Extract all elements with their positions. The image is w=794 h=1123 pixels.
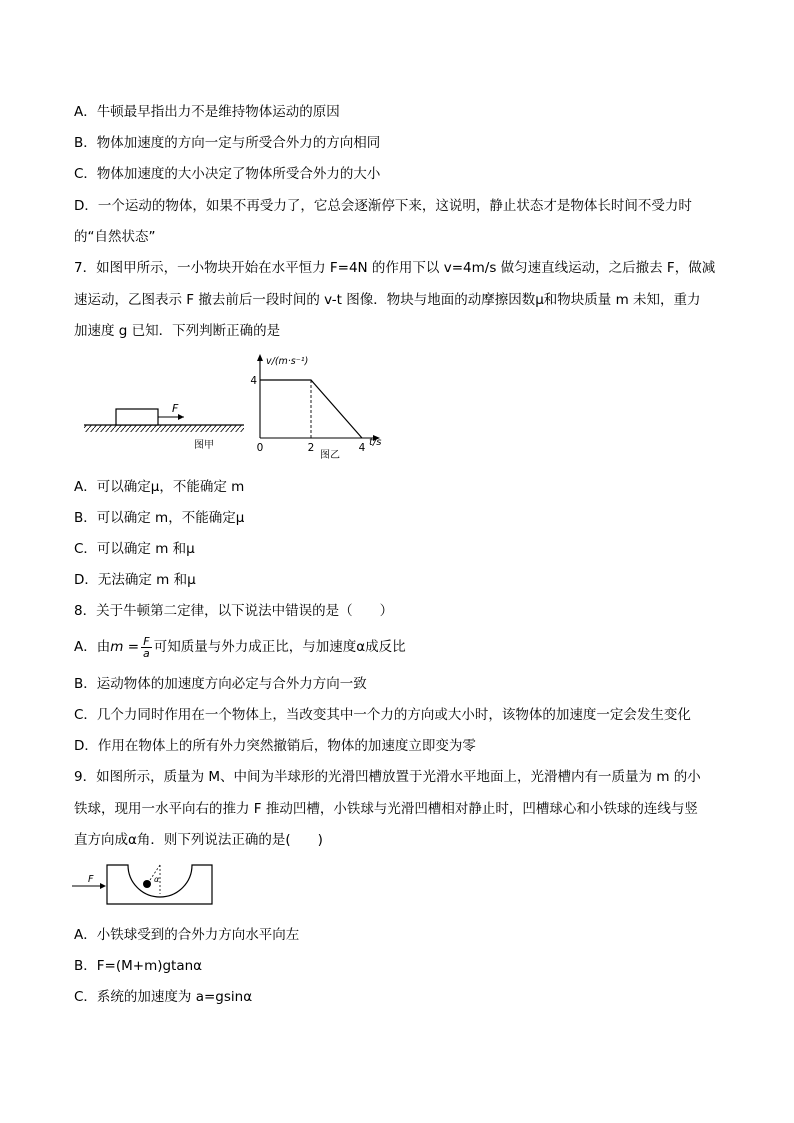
groove-block — [107, 865, 212, 904]
q9-stem-line-2: 铁球，现用一水平向右的推力 F 推动凹槽，小铁球与光滑凹槽相对静止时，凹槽球心和小铁球的连线与竖 — [74, 801, 698, 817]
x-axis-label: t/s — [369, 437, 382, 448]
q9-figure-groove — [72, 862, 222, 908]
velocity-series-line — [260, 380, 362, 438]
force-label: F — [172, 402, 179, 415]
q7-option-b: B．可以确定 m，不能确定μ — [74, 510, 245, 526]
q8-option-a-suffix: 可知质量与外力成正比，与加速度α成反比 — [153, 639, 406, 655]
q6-option-d: D．一个运动的物体，如果不再受力了，它总会逐渐停下来，这说明，静止状态才是物体长时间不受力时 — [74, 198, 692, 214]
q8-option-d: D．作用在物体上的所有外力突然撤销后，物体的加速度立即变为零 — [74, 738, 476, 754]
q7-stem-line-3: 加速度 g 已知．下列判断正确的是 — [74, 323, 281, 339]
q8-option-a-fraction — [141, 636, 152, 659]
ground-hatch — [84, 425, 244, 432]
block — [116, 409, 158, 425]
y-axis-arrow — [257, 354, 263, 361]
q7-stem-line-1: 7．如图甲所示，一小物块开始在水平恒力 F=4N 的作用下以 v=4m/s 做匀速直线运动，之后撤去 F，做减 — [74, 260, 716, 276]
angle-label: α — [154, 875, 160, 884]
q7-figure-vt-graph — [248, 352, 398, 462]
q8-option-a — [74, 634, 406, 660]
q8-option-c: C．几个力同时作用在一个物体上，当改变其中一个力的方向或大小时，该物体的加速度一定会发生变化 — [74, 707, 691, 723]
q8-option-b: B．运动物体的加速度方向必定与合外力方向一致 — [74, 676, 367, 692]
q9-option-a: A．小铁球受到的合外力方向水平向左 — [74, 927, 300, 943]
y-axis-label: v/(m·s⁻¹) — [266, 356, 309, 367]
q7-figure-block-on-ground — [84, 398, 249, 454]
q6-option-d-continued: 的“自然状态” — [74, 229, 156, 245]
iron-ball — [143, 880, 151, 888]
q7-option-d: D．无法确定 m 和μ — [74, 572, 196, 588]
q7-option-a: A．可以确定μ，不能确定 m — [74, 479, 245, 495]
fraction-denominator: a — [143, 646, 150, 660]
x-tick-label-0: 0 — [256, 442, 264, 454]
y-tick-label: 4 — [250, 375, 257, 387]
q7-stem-line-2: 速运动，乙图表示 F 撤去前后一段时间的 v-t 图像．物块与地面的动摩擦因数μ和物块质量 m 未知，重力 — [74, 292, 701, 308]
q7-option-c: C．可以确定 m 和μ — [74, 541, 195, 557]
q8-stem: 8．关于牛顿第二定律，以下说法中错误的是（ ） — [74, 603, 394, 619]
q6-option-a: A．牛顿最早指出力不是维持物体运动的原因 — [74, 104, 340, 120]
x-tick-label-2: 2 — [307, 442, 315, 454]
fraction-numerator: F — [143, 634, 150, 648]
x-tick-label-4: 4 — [358, 442, 366, 454]
figure-caption-jia: 图甲 — [194, 440, 214, 451]
q6-option-c: C．物体加速度的大小决定了物体所受合外力的大小 — [74, 166, 381, 182]
q9-option-c: C．系统的加速度为 a=gsinα — [74, 989, 253, 1005]
q8-option-a-lhs: m = — [110, 639, 140, 655]
push-force-label: F — [88, 874, 94, 885]
q6-option-b: B．物体加速度的方向一定与所受合外力的方向相同 — [74, 135, 381, 151]
q8-option-a-prefix: A．由 — [74, 639, 111, 655]
q9-option-b: B．F=(M+m)gtanα — [74, 958, 203, 974]
q9-stem-line-1: 9．如图所示，质量为 M、中间为半球形的光滑凹槽放置于光滑水平地面上，光滑槽内有一质量为 m 的小 — [74, 769, 701, 785]
q9-stem-line-3: 直方向成α角．则下列说法正确的是( ) — [74, 832, 323, 848]
figure-caption-yi: 图乙 — [320, 450, 340, 461]
